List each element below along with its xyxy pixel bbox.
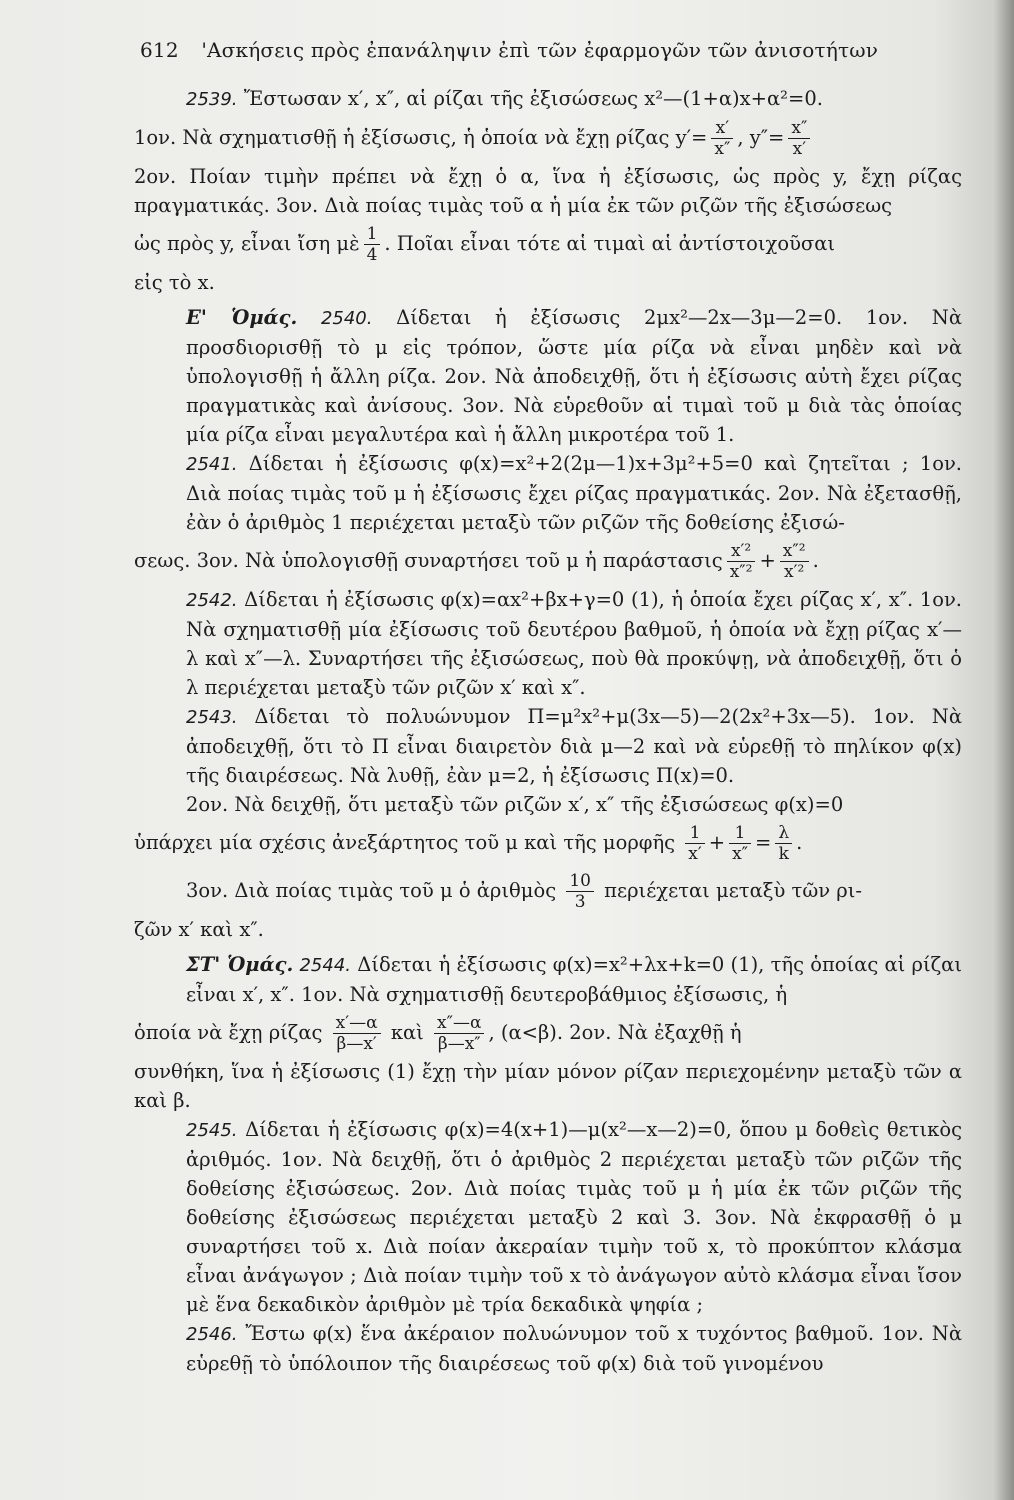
- fraction-numerator: x′: [711, 118, 733, 139]
- problem-text: σεως. 3ον. Νὰ ὑπολογισθῇ συναρτήσει τοῦ μ ἡ παράστασις: [134, 549, 723, 572]
- problem-text: 3ον. Διὰ ποίας τιμὰς τοῦ μ ὁ ἀριθμὸς: [186, 879, 557, 902]
- problem-2539-intro: [134, 84, 962, 114]
- problem-text: Ἔστωσαν x′, x″, αἱ ρίζαι τῆς ἐξισώσεως x²—(1+α)x+α²=0.: [243, 87, 823, 110]
- fraction-numerator: 1: [729, 823, 751, 844]
- problem-text: , (α<β). 2ον. Νὰ ἐξαχθῇ ἡ: [488, 1021, 742, 1044]
- operator: +: [759, 549, 776, 572]
- fraction-numerator: 10: [566, 871, 594, 892]
- fraction-denominator: β—x″: [437, 1034, 481, 1054]
- problem-text: Ἔστω φ(x) ἕνα ἀκέραιον πολυώνυμον τοῦ x τυχόντος βαθμοῦ. 1ον. Νὰ εὑρεθῇ τὸ ὑπόλοιπον τῆς διαιρέσεως τοῦ φ(x) διὰ τοῦ γινομένου: [186, 1322, 962, 1375]
- problem-2544-tail: συνθήκη, ἵνα ἡ ἐξίσωσις (1) ἔχῃ τὴν μίαν μόνον ρίζαν περιεχομένην μεταξὺ τῶν α καὶ β.: [134, 1060, 962, 1112]
- problem-2540: [134, 303, 962, 449]
- problem-2543-part3-end: ζῶν x′ καὶ x″.: [134, 918, 264, 941]
- running-title: 'Ασκήσεις πρὸς ἐπανάληψιν ἐπὶ τῶν ἐφαρμογῶν τῶν ἀνισοτήτων: [201, 38, 879, 62]
- problem-text: περιέχεται μεταξὺ τῶν ρι-: [604, 879, 862, 902]
- group-heading: ΣΤ' Ὁμάς.: [186, 953, 294, 976]
- problem-text: .: [796, 831, 803, 854]
- problem-text: ὡς πρὸς y, εἶναι ἴση μὲ: [134, 232, 360, 255]
- problem-2544: [134, 950, 962, 1009]
- fraction: [727, 541, 756, 582]
- problem-text: καὶ: [390, 1021, 424, 1044]
- problem-text: .: [812, 549, 819, 572]
- problem-number: 2540.: [320, 308, 373, 329]
- problem-2543: [134, 702, 962, 790]
- page-header: [140, 38, 974, 62]
- problem-2543-relation: [134, 819, 962, 867]
- fraction: [566, 871, 594, 912]
- problem-text: Δίδεται ἡ ἐξίσωσις φ(x)=4(x+1)—μ(x²—x—2)=0, ὅπου μ δοθεὶς θετικὸς ἀριθμός. 1ον. Νὰ δειχθῇ, ὅτι ὁ ἀριθμὸς 2 περιέχεται μεταξὺ τῶν ριζῶν τῆς δοθείσης ἐξισώσεως. 2ον. Διὰ ποίας τιμὰς τοῦ μ ἡ μία ἐκ τῶν ριζῶν τῆς δοθείσης ἐξισώσεως περιέχεται μεταξὺ 2 καὶ 3. 3ον. Νὰ ἐκφρασθῇ ὁ μ συναρτήσει τοῦ x. Διὰ ποίαν ἀκεραίαν τιμὴν τοῦ x, τὸ προκύπτον κλάσμα εἶναι ἀνάγωγον ; Διὰ ποίαν τιμὴν τοῦ x τὸ ἀνάγωγον αὐτὸ κλάσμα εἶναι ἴσον μὲ ἕνα δεκαδικὸν ἀριθμὸν μὲ τρία δεκαδικὰ ψηφία ;: [186, 1118, 962, 1316]
- fraction: [775, 823, 792, 864]
- problem-text: Δίδεται ἡ ἐξίσωσις φ(x)=x²+2(2μ—1)x+3μ²+5=0 καὶ ζητεῖται ; 1ον. Διὰ ποίας τιμὰς τοῦ μ ἡ ἐξίσωσις ἔχει ρίζας πραγματικάς. 2ον. Νὰ ἐξετασθῇ, ἐὰν ὁ ἀριθμὸς 1 περιέχεται μεταξὺ τῶν ριζῶν τῆς δοθείσης ἐξισώ-: [186, 452, 962, 534]
- fraction-denominator: x′²: [784, 562, 805, 582]
- group-heading: Ε' Ὁμάς.: [186, 306, 298, 329]
- page-body: [134, 84, 962, 1378]
- fraction-denominator: k: [778, 844, 789, 864]
- page-number: 612: [140, 38, 179, 62]
- problem-text: 1ον. Νὰ σχηματισθῇ ἡ ἐξίσωσις, ἡ ὁποία νὰ ἔχῃ ρίζας y′=: [134, 126, 708, 149]
- fraction: [434, 1013, 484, 1054]
- problem-number: 2545.: [186, 1120, 238, 1141]
- problem-2541-end: [134, 537, 962, 585]
- problem-number: 2543.: [186, 707, 238, 728]
- problem-2544-roots: [134, 1009, 962, 1057]
- fraction: [788, 118, 810, 159]
- problem-2545: [134, 1115, 962, 1319]
- problem-number: 2544.: [299, 955, 352, 976]
- fraction-numerator: λ: [775, 823, 792, 844]
- problem-2543-part2: 2ον. Νὰ δειχθῇ, ὅτι μεταξὺ τῶν ριζῶν x′, x″ τῆς ἐξισώσεως φ(x)=0: [186, 793, 844, 816]
- fraction-denominator: β—x′: [336, 1034, 377, 1054]
- operator: =: [755, 831, 772, 854]
- fraction-numerator: x″²: [780, 541, 809, 562]
- fraction-numerator: x″: [788, 118, 810, 139]
- fraction-numerator: x′—α: [333, 1013, 381, 1034]
- fraction: [711, 118, 733, 159]
- problem-2539-part1: [134, 114, 962, 162]
- fraction-denominator: x″²: [729, 562, 753, 582]
- fraction: [685, 823, 704, 864]
- problem-2546: [134, 1319, 962, 1378]
- fraction: [333, 1013, 381, 1054]
- fraction-denominator: x″: [732, 844, 748, 864]
- fraction-denominator: x′: [688, 844, 702, 864]
- problem-text: ὁποία νὰ ἔχῃ ρίζας: [134, 1021, 323, 1044]
- operator: +: [708, 831, 726, 854]
- problem-text: , y″=: [737, 126, 785, 149]
- fraction-denominator: 3: [574, 892, 586, 912]
- problem-number: 2539.: [186, 89, 238, 110]
- fraction: [729, 823, 751, 864]
- problem-2542: [134, 585, 962, 702]
- problem-number: 2542.: [186, 590, 238, 611]
- fraction-numerator: 1: [364, 224, 381, 245]
- fraction-denominator: 4: [366, 245, 378, 265]
- fraction-denominator: x″: [714, 139, 731, 159]
- problem-text: Δίδεται ἡ ἐξίσωσις 2μx²—2x—3μ—2=0. 1ον. Νὰ προσδιορισθῇ τὸ μ εἰς τρόπον, ὥστε μία ρίζα νὰ εἶναι μηδὲν καὶ νὰ ὑπολογισθῇ ἡ ἄλλη ρίζα. 2ον. Νὰ ἀποδειχθῇ, ὅτι ἡ ἐξίσωσις αὐτὴ ἔχει ρίζας πραγματικὰς καὶ ἀνίσους. 3ον. Νὰ εὑρεθοῦν αἱ τιμαὶ τοῦ μ διὰ τὰς ὁποίας μία ρίζα εἶναι μεγαλυτέρα καὶ ἡ ἄλλη μικροτέρα τοῦ 1.: [186, 306, 962, 446]
- problem-number: 2541.: [186, 454, 238, 475]
- fraction: [364, 224, 381, 265]
- problem-text: . Ποῖαι εἶναι τότε αἱ τιμαὶ αἱ ἀντίστοιχοῦσαι: [384, 232, 836, 255]
- problem-2543-part3: [134, 867, 962, 915]
- problem-2539-part3: [134, 220, 962, 268]
- fraction-numerator: x″—α: [434, 1013, 484, 1034]
- fraction-denominator: x′: [792, 139, 807, 159]
- fraction: [780, 541, 809, 582]
- problem-2539-part2: 2ον. Ποίαν τιμὴν πρέπει νὰ ἔχῃ ὁ α, ἵνα ἡ ἐξίσωσις, ὡς πρὸς y, ἔχῃ ρίζας πραγματικάς. 3ον. Διὰ ποίας τιμὰς τοῦ α ἡ μία ἐκ τῶν ριζῶν τῆς ἐξισώσεως: [134, 165, 962, 217]
- fraction-numerator: x′²: [727, 541, 756, 562]
- problem-2541: [134, 449, 962, 537]
- problem-text: Δίδεται τὸ πολυώνυμον Π=μ²x²+μ(3x—5)—2(2x²+3x—5). 1ον. Νὰ ἀποδειχθῇ, ὅτι τὸ Π εἶναι διαιρετὸν διὰ μ—2 καὶ νὰ εὑρεθῇ τὸ πηλίκον φ(x) τῆς διαιρέσεως. Νὰ λυθῇ, ἐὰν μ=2, ἡ ἐξίσωσις Π(x)=0.: [186, 705, 962, 787]
- problem-number: 2546.: [186, 1324, 238, 1345]
- fraction-numerator: 1: [685, 823, 704, 844]
- problem-2539-part3-end: εἰς τὸ x.: [134, 271, 215, 294]
- problem-text: Δίδεται ἡ ἐξίσωσις φ(x)=αx²+βx+γ=0 (1), ἡ ὁποία ἔχει ρίζας x′, x″. 1ον. Νὰ σχηματισθῇ μία ἐξίσωσις τοῦ δευτέρου βαθμοῦ, ἡ ὁποία νὰ ἔχῃ ρίζας x′—λ καὶ x″—λ. Συναρτήσει τῆς ἐξισώσεως, ποὺ θὰ προκύψῃ, νὰ ἀποδειχθῇ, ὅτι ὁ λ περιέχεται μεταξὺ τῶν ριζῶν x′ καὶ x″.: [186, 588, 962, 699]
- problem-text: ὑπάρχει μία σχέσις ἀνεξάρτητος τοῦ μ καὶ τῆς μορφῆς: [134, 831, 676, 854]
- problem-text: Δίδεται ἡ ἐξίσωσις φ(x)=x²+λx+k=0 (1), τῆς ὁποίας αἱ ρίζαι εἶναι x′, x″. 1ον. Νὰ σχηματισθῇ δευτεροβάθμιος ἐξίσωσις, ἡ: [186, 953, 962, 1006]
